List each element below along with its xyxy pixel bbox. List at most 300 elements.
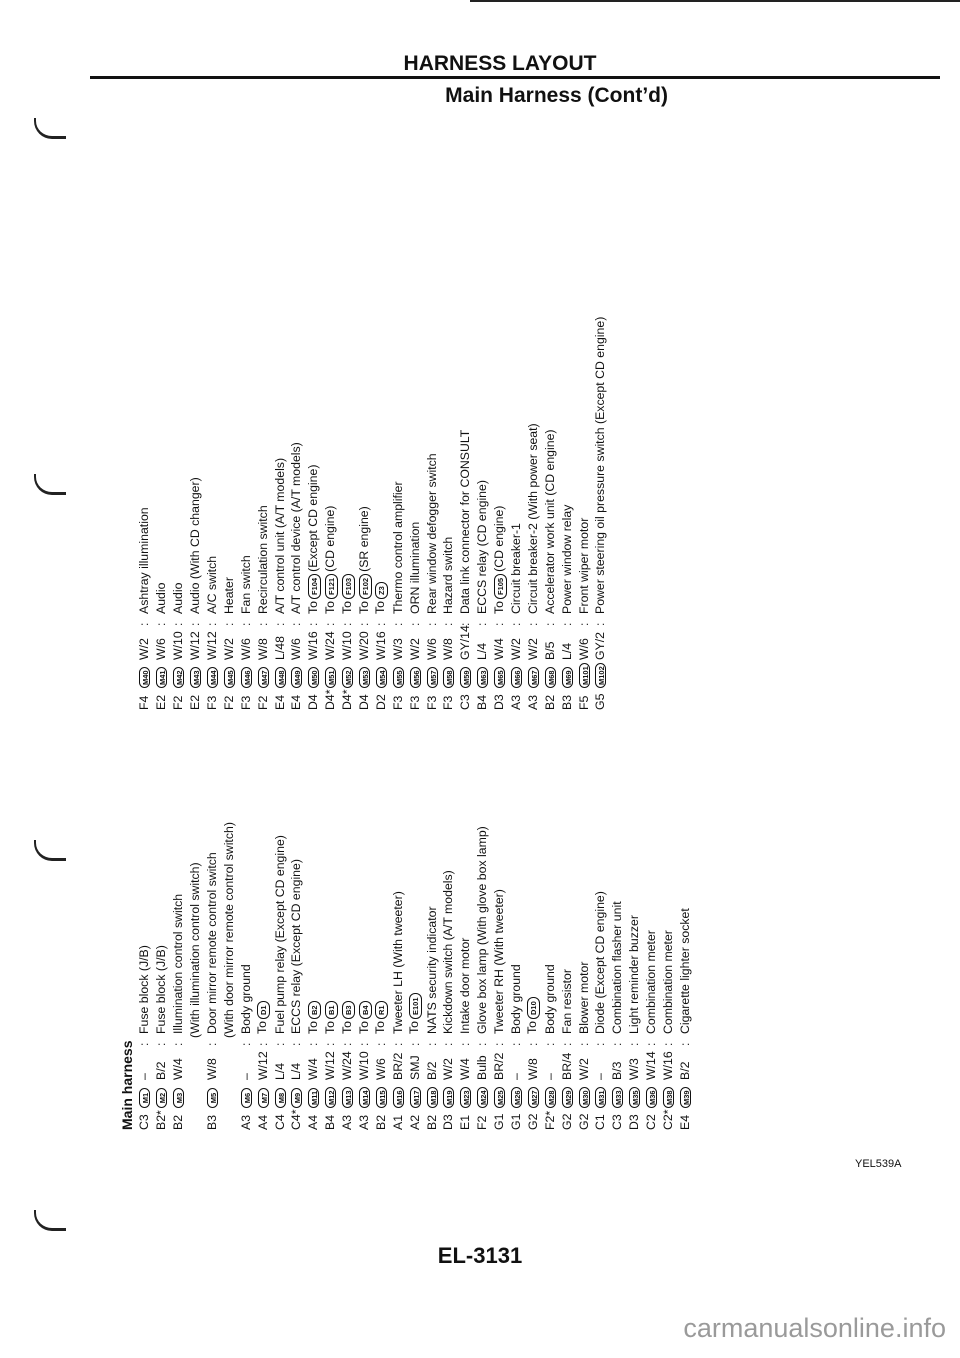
description-text: Diode (Except CD engine) <box>593 891 608 1034</box>
description-text: Rear window defogger switch <box>424 453 439 614</box>
row-description <box>610 901 624 1034</box>
row-description <box>323 506 338 614</box>
description-text: Data link connector for CONSULT <box>458 429 473 614</box>
connector-id-cell <box>273 660 287 688</box>
row-description <box>543 964 557 1034</box>
connector-badge: M9 <box>291 1088 302 1108</box>
wire-spec: W/12 <box>323 1051 338 1080</box>
connector-row <box>339 290 356 710</box>
row-description <box>154 583 168 614</box>
connector-row <box>440 290 457 710</box>
description-text: A/C switch <box>205 555 219 614</box>
connector-badge: M1 <box>139 1088 150 1108</box>
connector-row <box>508 740 525 1130</box>
separator-colon: : <box>272 622 287 626</box>
row-description <box>357 506 372 614</box>
separator-colon: : <box>373 1042 388 1046</box>
rotated-connector-table <box>119 290 719 1130</box>
row-description <box>222 577 236 614</box>
description-text: Illumination control switch <box>171 893 186 1034</box>
wire-spec: W/10 <box>357 1051 372 1080</box>
description-text: Tweeter RH (With tweeter) <box>492 889 507 1034</box>
connector-badge: M42 <box>173 667 184 688</box>
connector-badge: M50 <box>308 667 319 688</box>
connector-badge: M45 <box>224 667 235 688</box>
wire-spec: W/16 <box>661 1051 676 1080</box>
grid-location: D4* <box>323 689 338 710</box>
reference-connector-badge: D10 <box>527 997 540 1019</box>
description-text: To <box>373 601 388 614</box>
wire-spec: W/3 <box>390 638 405 660</box>
connector-badge: M7 <box>258 1088 269 1108</box>
grid-location: E4 <box>289 694 304 710</box>
row-description <box>458 430 472 614</box>
grid-location: B3 <box>559 694 574 710</box>
separator-colon: : <box>221 622 236 626</box>
connector-row <box>524 740 541 1130</box>
row-description <box>137 507 151 614</box>
connector-id-cell <box>239 1080 253 1108</box>
binder-mark-icon <box>34 840 64 860</box>
wire-spec: W/6 <box>154 638 169 660</box>
connector-badge: M35 <box>629 1087 640 1108</box>
grid-location: C3 <box>137 1114 152 1130</box>
connector-id-cell <box>357 1080 371 1108</box>
connector-row <box>677 740 694 1130</box>
wire-spec: W/6 <box>424 638 439 660</box>
row-description <box>593 317 607 614</box>
description-note: (CD engine) <box>491 505 506 572</box>
grid-location: F2 <box>171 695 186 710</box>
connector-row <box>474 290 491 710</box>
connector-id-cell <box>509 660 523 688</box>
separator-colon: : <box>458 1042 473 1046</box>
grid-location: B4 <box>323 1114 338 1130</box>
connector-row <box>389 290 406 710</box>
connector-badge: M36 <box>646 1087 657 1108</box>
connector-row <box>592 740 609 1130</box>
page-number: EL-3131 <box>437 1243 523 1268</box>
description-text: Light reminder buzzer <box>627 915 642 1034</box>
separator-colon: : <box>542 1042 557 1046</box>
separator-colon: : <box>238 622 253 626</box>
description-text: Fan resistor <box>559 969 574 1034</box>
connector-badge: M33 <box>612 1087 623 1108</box>
wire-spec: SMJ <box>407 1055 422 1080</box>
grid-location: C1 <box>593 1114 608 1130</box>
connector-row <box>541 290 558 710</box>
connector-id-cell <box>374 660 388 688</box>
grid-location: E1 <box>458 1114 473 1130</box>
wire-spec: GY/2 <box>593 631 608 660</box>
row-description <box>509 523 523 614</box>
connector-row <box>254 740 271 1130</box>
connector-column-1 <box>119 740 693 1130</box>
description-text: Fuse block (J/B) <box>137 945 152 1034</box>
reference-connector-badge: F103 <box>342 574 355 599</box>
separator-colon: : <box>509 1042 524 1046</box>
connector-badge: M26 <box>511 1087 522 1108</box>
connector-row <box>491 290 508 710</box>
description-text: Audio <box>171 582 186 614</box>
connector-id-cell <box>644 1080 658 1108</box>
connector-id-cell <box>593 660 607 688</box>
connector-id-cell <box>137 1080 151 1108</box>
wire-spec: W/24 <box>340 1051 355 1080</box>
grid-location: C2* <box>661 1109 676 1130</box>
wire-spec: – <box>238 1073 253 1080</box>
connector-row <box>322 740 339 1130</box>
connector-id-cell <box>661 1080 675 1108</box>
connector-id-cell <box>408 660 422 688</box>
connector-row <box>558 290 575 710</box>
connector-row <box>288 290 305 710</box>
separator-colon: : <box>492 622 507 626</box>
separator-colon: : <box>154 622 169 626</box>
description-text: Tweeter LH (With tweeter) <box>390 891 405 1034</box>
wire-spec: W/8 <box>205 1058 219 1080</box>
grid-location: B2 <box>424 1114 439 1130</box>
wire-spec: W/8 <box>525 1058 540 1080</box>
row-description <box>425 906 439 1034</box>
description-text: To <box>339 601 354 614</box>
grid-location: B4 <box>475 694 490 710</box>
connector-row <box>609 740 626 1130</box>
connector-row <box>271 290 288 710</box>
description-text: Audio (With CD changer) <box>188 477 203 614</box>
connector-id-cell <box>543 660 557 688</box>
separator-colon: : <box>390 1042 405 1046</box>
connector-id-cell <box>154 660 168 688</box>
description-text: Front wiper motor <box>576 517 591 614</box>
connector-badge: M18 <box>427 1087 438 1108</box>
separator-colon: : <box>323 622 338 626</box>
wire-spec: B/2 <box>677 1061 692 1080</box>
row-description <box>239 964 253 1034</box>
reference-connector-badge: F121 <box>325 574 338 599</box>
connector-badge: M14 <box>359 1087 370 1108</box>
connector-id-cell <box>188 660 202 688</box>
connector-badge: M40 <box>139 667 150 688</box>
connector-badge: M5 <box>207 1088 218 1108</box>
row-description <box>137 945 151 1034</box>
reference-connector-badge: F104 <box>308 574 321 599</box>
wire-spec: GY/14 <box>458 625 473 660</box>
wire-spec: B/5 <box>542 641 557 660</box>
separator-colon: : <box>238 1042 253 1046</box>
row-description <box>273 458 287 614</box>
connector-id-cell <box>492 660 506 688</box>
connector-row <box>170 290 187 710</box>
grid-location: D3 <box>492 694 507 710</box>
grid-location: B3 <box>205 1114 219 1130</box>
connector-column-2 <box>119 290 609 710</box>
separator-colon: : <box>188 622 203 626</box>
connector-id-cell <box>458 660 472 688</box>
description-text: To <box>491 601 506 614</box>
row-description <box>340 572 355 614</box>
grid-location: A4 <box>306 1114 321 1130</box>
row-description <box>373 999 388 1034</box>
separator-colon: : <box>525 622 540 626</box>
wire-spec: W/2 <box>441 1058 456 1080</box>
reference-connector-badge: D1 <box>257 1001 270 1019</box>
connector-id-cell <box>408 1080 422 1108</box>
wire-spec: L/4 <box>272 1062 287 1080</box>
wire-spec: W/2 <box>137 638 152 660</box>
binder-mark-icon <box>34 474 64 494</box>
description-text: Recirculation switch <box>255 505 270 614</box>
row-description <box>391 481 405 614</box>
grid-location: D3 <box>441 1114 456 1130</box>
connector-badge: M12 <box>325 1087 336 1108</box>
separator-colon: : <box>289 1042 304 1046</box>
row-description <box>458 938 472 1034</box>
connector-badge: M31 <box>595 1087 606 1108</box>
connector-id-cell <box>627 1080 641 1108</box>
grid-location: G2 <box>559 1113 574 1130</box>
connector-row <box>457 740 474 1130</box>
separator-colon: : <box>137 622 152 626</box>
connector-badge: M23 <box>460 1087 471 1108</box>
description-text: Circuit breaker-1 <box>509 523 524 614</box>
separator-colon: : <box>441 1042 456 1046</box>
row-description <box>441 537 455 614</box>
connector-row <box>305 290 322 710</box>
row-description <box>188 477 202 614</box>
separator-colon: : <box>171 1042 186 1046</box>
separator-colon: : <box>357 1042 372 1046</box>
separator-colon: : <box>492 1042 507 1046</box>
connector-row <box>153 740 170 1130</box>
connector-id-cell <box>205 1080 219 1108</box>
description-text: To <box>322 601 337 614</box>
description-text: NATS security indicator <box>424 906 439 1034</box>
grid-location: F2 <box>221 695 236 710</box>
description-text: To <box>322 1021 337 1034</box>
reference-connector-badge: B1 <box>325 1001 338 1019</box>
description-text: Combination meter <box>644 930 659 1034</box>
row-description <box>154 945 168 1034</box>
row-description <box>357 999 372 1034</box>
connector-row <box>271 740 288 1130</box>
connector-badge: M66 <box>511 667 522 688</box>
connector-row <box>372 290 389 710</box>
connector-badge: M47 <box>258 667 269 688</box>
row-description: (With illumination control switch) <box>188 862 203 1038</box>
connector-row <box>237 740 254 1130</box>
separator-colon: : <box>559 1042 574 1046</box>
row-description <box>171 894 185 1034</box>
separator-colon: : <box>559 622 574 626</box>
connector-badge: M65 <box>494 667 505 688</box>
connector-id-cell <box>441 1080 455 1108</box>
grid-location: A3 <box>238 1114 253 1130</box>
wire-spec: W/2 <box>407 638 422 660</box>
wire-spec: W/4 <box>306 1058 321 1080</box>
connector-badge: M101 <box>579 663 590 688</box>
separator-colon: : <box>627 1042 642 1046</box>
connector-badge: M54 <box>376 667 387 688</box>
separator-colon: : <box>306 1042 321 1046</box>
grid-location: F3 <box>390 695 405 710</box>
description-text: Body ground <box>238 964 253 1034</box>
grid-location: C3 <box>458 694 473 710</box>
connector-id-cell <box>289 660 303 688</box>
row-description <box>407 991 422 1034</box>
description-text: Power steering oil pressure switch (Except CD engine) <box>593 316 608 614</box>
row-description <box>441 870 455 1034</box>
wire-spec: W/2 <box>525 638 540 660</box>
separator-colon: : <box>340 1042 355 1046</box>
separator-colon: : <box>593 622 608 626</box>
row-description <box>340 999 355 1034</box>
row-description <box>475 480 489 614</box>
connector-row <box>491 740 508 1130</box>
description-text: Body ground <box>542 964 557 1034</box>
grid-location: B2 <box>373 1114 388 1130</box>
connector-badge: M24 <box>477 1087 488 1108</box>
wire-spec: W/6 <box>576 638 591 660</box>
connector-row <box>575 290 592 710</box>
grid-location: A3 <box>357 1114 372 1130</box>
wire-spec: B/2 <box>424 1061 439 1080</box>
description-text: To <box>356 1021 371 1034</box>
wire-spec: – <box>593 1073 608 1080</box>
description-text: A/T control device (A/T models) <box>289 442 304 614</box>
description-text: Heater <box>221 577 236 614</box>
wire-spec: BR/2 <box>492 1052 507 1080</box>
connector-id-cell <box>678 1080 692 1108</box>
connector-id-cell <box>475 1080 489 1108</box>
connector-row <box>541 740 558 1130</box>
column-heading: Main harness <box>119 1040 135 1130</box>
wire-spec: W/16 <box>306 631 321 660</box>
row-description <box>323 999 338 1034</box>
reference-connector-badge: B4 <box>359 1001 372 1019</box>
connector-row <box>457 290 474 710</box>
row-description <box>408 522 422 614</box>
connector-row <box>305 740 322 1130</box>
wire-spec: – <box>542 1073 557 1080</box>
connector-badge: M53 <box>359 667 370 688</box>
connector-badge: M11 <box>308 1088 319 1108</box>
description-text: A/T control unit (A/T models) <box>272 457 287 614</box>
separator-colon: : <box>441 622 456 626</box>
binder-mark-icon <box>34 1210 64 1230</box>
wire-spec: W/10 <box>340 631 355 660</box>
wire-spec: W/12 <box>255 1051 270 1080</box>
wire-spec: – <box>509 1073 524 1080</box>
grid-location: E2 <box>154 694 169 710</box>
wire-spec: L/48 <box>272 636 287 660</box>
wire-spec: W/2 <box>576 1058 591 1080</box>
row-description <box>306 465 321 614</box>
reference-connector-badge: F102 <box>359 574 372 599</box>
description-text: To <box>356 601 371 614</box>
separator-colon: : <box>306 622 321 626</box>
row-description <box>678 908 692 1034</box>
connector-id-cell <box>425 1080 439 1108</box>
description-text: Fuel pump relay (Except CD engine) <box>272 835 287 1034</box>
connector-row <box>187 290 204 710</box>
description-note: (SR engine) <box>356 506 371 572</box>
connector-row <box>423 290 440 710</box>
connector-badge: M2 <box>156 1088 167 1108</box>
row-description <box>205 852 219 1034</box>
reference-connector-badge: F105 <box>494 574 507 599</box>
connector-id-cell <box>374 1080 388 1108</box>
row-description <box>525 995 540 1034</box>
separator-colon: : <box>593 1042 608 1046</box>
connector-id-cell <box>340 1080 354 1108</box>
connector-row <box>660 740 677 1130</box>
connector-id-cell <box>222 660 236 688</box>
separator-colon: : <box>255 1042 270 1046</box>
grid-location: A3 <box>509 694 524 710</box>
connector-badge: M39 <box>680 1087 691 1108</box>
row-description <box>577 518 591 614</box>
description-text: To <box>525 1021 540 1034</box>
grid-location: F3 <box>424 695 439 710</box>
connector-id-cell <box>610 1080 624 1108</box>
connector-row <box>237 290 254 710</box>
connector-row-continuation <box>220 740 237 1130</box>
grid-location: A4 <box>255 1114 270 1130</box>
separator-colon: : <box>475 622 490 626</box>
separator-colon: : <box>205 1042 219 1046</box>
connector-row <box>474 740 491 1130</box>
connector-id-cell <box>560 660 574 688</box>
connector-row <box>524 290 541 710</box>
separator-colon: : <box>576 622 591 626</box>
grid-location: C4 <box>272 1114 287 1130</box>
connector-badge: M57 <box>427 667 438 688</box>
wire-spec: BR/2 <box>390 1052 405 1080</box>
wire-spec: W/2 <box>509 638 524 660</box>
row-description <box>255 999 270 1034</box>
grid-location: G1 <box>492 1113 507 1130</box>
description-text: Ashtray illumination <box>137 507 152 614</box>
connector-badge: M102 <box>595 663 606 688</box>
wire-spec: W/3 <box>627 1058 642 1080</box>
connector-id-cell <box>306 660 320 688</box>
connector-row <box>356 740 373 1130</box>
grid-location: C4* <box>289 1109 304 1130</box>
wire-spec: Bulb <box>475 1055 490 1080</box>
wire-spec: W/8 <box>441 638 456 660</box>
connector-id-cell <box>543 1080 557 1108</box>
separator-colon: : <box>525 1042 540 1046</box>
connector-id-cell <box>475 660 489 688</box>
description-note: (Except CD engine) <box>305 464 320 572</box>
reference-connector-badge: R1 <box>375 1001 388 1019</box>
connector-id-cell <box>526 1080 540 1108</box>
grid-location: E4 <box>272 694 287 710</box>
separator-colon: : <box>357 622 372 626</box>
reference-connector-badge: B2 <box>308 1001 321 1019</box>
description-text: Combination flasher unit <box>610 901 625 1034</box>
grid-location: C3 <box>610 1114 625 1130</box>
description-text: Intake door motor <box>458 937 473 1034</box>
separator-colon: : <box>373 622 388 626</box>
row-description <box>577 962 591 1034</box>
row-description <box>560 969 574 1034</box>
connector-badge: M25 <box>494 1087 505 1108</box>
separator-colon: : <box>610 1042 625 1046</box>
grid-location: E4 <box>677 1114 692 1130</box>
description-note: (CD engine) <box>322 505 337 572</box>
